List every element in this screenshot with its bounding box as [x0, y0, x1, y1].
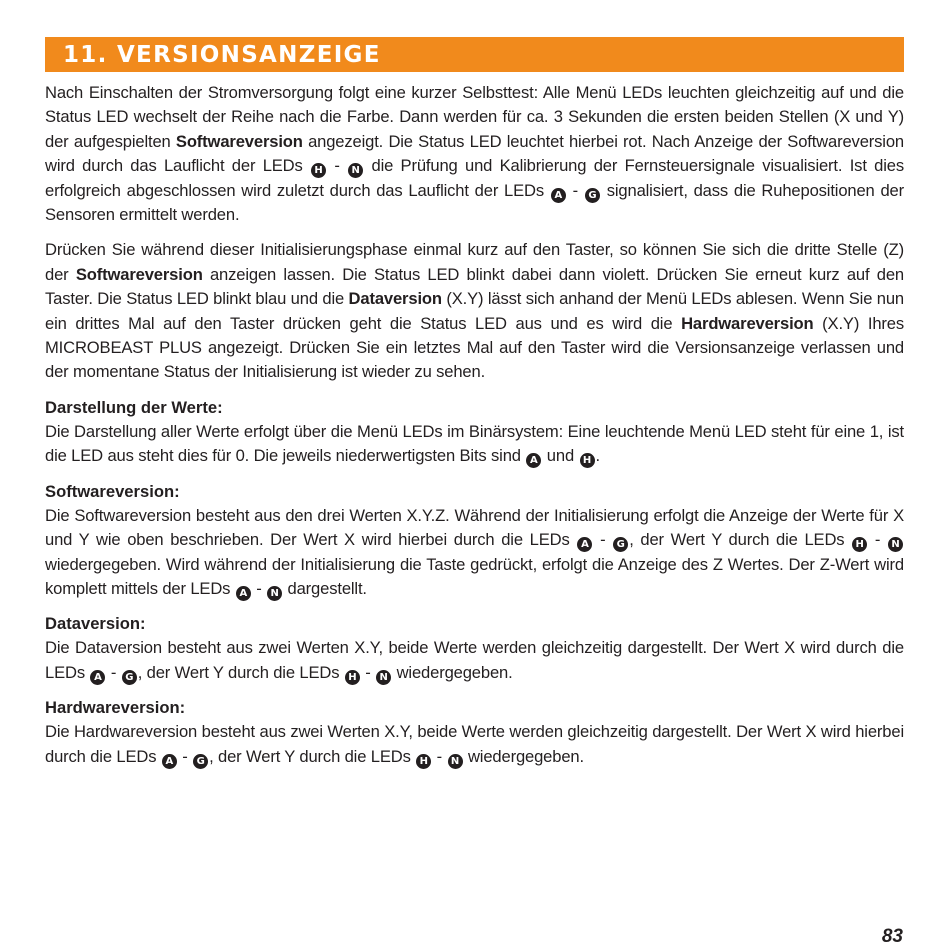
subheading-softwareversion: Softwareversion:	[45, 481, 180, 501]
text: Die Hardwareversion besteht aus zwei Werten X.Y, beide Werte werden gleichzeitig dargestellt. Der Wert X wird hierbei durch die LEDs	[45, 722, 904, 766]
page-number: 83	[881, 926, 903, 947]
text: , der Wert Y durch die LEDs	[629, 530, 852, 550]
text: Die Softwareversion besteht aus den drei Werten X.Y.Z. Während der Initialisierung erfolgt die Anzeige der Werte für X und Y wie oben beschrieben. Der Wert X wird hierbei durch die LEDs	[45, 505, 904, 550]
text: -	[177, 746, 193, 766]
dataversion-paragraph	[45, 636, 904, 685]
led-a-icon: A	[162, 754, 177, 769]
initialization-paragraph	[45, 238, 904, 384]
led-n-icon: N	[376, 670, 391, 685]
led-h-icon: H	[580, 453, 595, 468]
led-a-icon: A	[526, 453, 541, 468]
bold-term: Softwareversion	[175, 131, 303, 151]
led-a-icon: A	[577, 537, 592, 552]
text: Drücken Sie während dieser Initialisierungsphase einmal kurz auf den Taster, so können Sie sich die dritte Stelle (Z) der	[45, 240, 904, 284]
text: -	[106, 662, 121, 682]
page	[45, 37, 904, 780]
text: (X.Y) lässt sich anhand der Menü LEDs ablesen. Wenn Sie nun ein drittes Mal auf den Taster drücken geht die Status LED aus und es wird die	[45, 289, 904, 333]
led-g-icon: G	[585, 188, 600, 203]
led-a-icon: A	[551, 188, 566, 203]
subheading-darstellung: Darstellung der Werte:	[45, 397, 223, 417]
subheading-hardwareversion: Hardwareversion:	[45, 698, 186, 718]
text: -	[868, 530, 888, 550]
led-h-icon: H	[416, 754, 431, 769]
led-g-icon: G	[122, 670, 137, 685]
text: und	[542, 446, 579, 466]
text: angezeigt. Die Status LED leuchtet hierbei rot. Nach Anzeige der Softwareversion wird durch das Lauflicht der LEDs	[45, 131, 904, 176]
led-n-icon: N	[888, 537, 903, 552]
text: -	[327, 156, 348, 176]
led-a-icon: A	[90, 670, 105, 685]
bold-term: Dataversion	[348, 289, 442, 309]
led-g-icon: G	[613, 537, 628, 552]
text: Die Darstellung aller Werte erfolgt über die Menü LEDs im Binärsystem: Eine leuchtende Menü LED steht für eine 1, ist die LED aus steht dies für 0. Die jeweils niederwertigsten Bits sind	[45, 421, 904, 466]
text: wiedergegeben. Wird während der Initialisierung die Taste gedrückt, erfolgt die Anzeige des Z Wertes. Der Z-Wert wird komplett mittels der LEDs	[45, 554, 904, 598]
text: -	[360, 662, 376, 682]
bold-term: Softwareversion	[75, 264, 203, 284]
text: signalisiert, dass die Ruhepositionen der Sensoren ermittelt werden.	[45, 180, 905, 225]
text: -	[251, 578, 267, 598]
led-h-icon: H	[311, 163, 326, 178]
text: dargestellt.	[283, 578, 367, 598]
text: -	[432, 746, 447, 766]
text: -	[566, 180, 584, 200]
led-n-icon: N	[267, 586, 282, 601]
text: -	[593, 530, 613, 550]
text: die Prüfung und Kalibrierung der Fernsteuersignale visualisiert. Ist dies erfolgreich abgeschlossen wird zuletzt durch das Lauflicht der LEDs	[45, 156, 904, 200]
text: wiedergegeben.	[463, 746, 584, 766]
text: anzeigen lassen. Die Status LED blinkt dabei dann violett. Drücken Sie erneut kurz auf den Taster. Die Status LED blinkt blau und die	[45, 264, 904, 309]
text: wiedergegeben.	[392, 662, 513, 682]
softwareversion-paragraph	[45, 504, 904, 602]
led-n-icon: N	[448, 754, 463, 769]
led-n-icon: N	[348, 163, 363, 178]
text: .	[595, 446, 600, 466]
text: , der Wert Y durch die LEDs	[137, 662, 344, 682]
text: Nach Einschalten der Stromversorgung folgt eine kurzer Selbsttest: Alle Menü LEDs leuchten gleichzeitig auf und die Status LED wechselt der Reihe nach die Farbe. Dann werden für ca. 3 Sekunden die ersten beiden Stellen (X und Y) der aufgespielten	[45, 83, 904, 151]
text: , der Wert Y durch die LEDs	[209, 746, 416, 766]
led-g-icon: G	[193, 754, 208, 769]
section-title: 11. VERSIONSANZEIGE	[63, 42, 381, 68]
subheading-dataversion: Dataversion:	[45, 614, 146, 634]
text: Die Dataversion besteht aus zwei Werten X.Y, beide Werte werden gleichzeitig dargestellt. Der Wert X wird durch die LEDs	[45, 638, 904, 682]
bold-term: Hardwareversion	[681, 313, 814, 333]
text: (X.Y) Ihres MICROBEAST PLUS angezeigt. Drücken Sie ein letztes Mal auf den Taster wird die Versionsanzeige verlassen und der momentane Status der Initialisierung ist wieder zu sehen.	[45, 313, 904, 382]
intro-paragraph	[45, 81, 904, 227]
hardwareversion-paragraph	[45, 720, 904, 769]
darstellung-paragraph	[45, 420, 904, 469]
section-header	[45, 37, 904, 72]
led-h-icon: H	[852, 537, 867, 552]
led-h-icon: H	[345, 670, 360, 685]
led-a-icon: A	[236, 586, 251, 601]
